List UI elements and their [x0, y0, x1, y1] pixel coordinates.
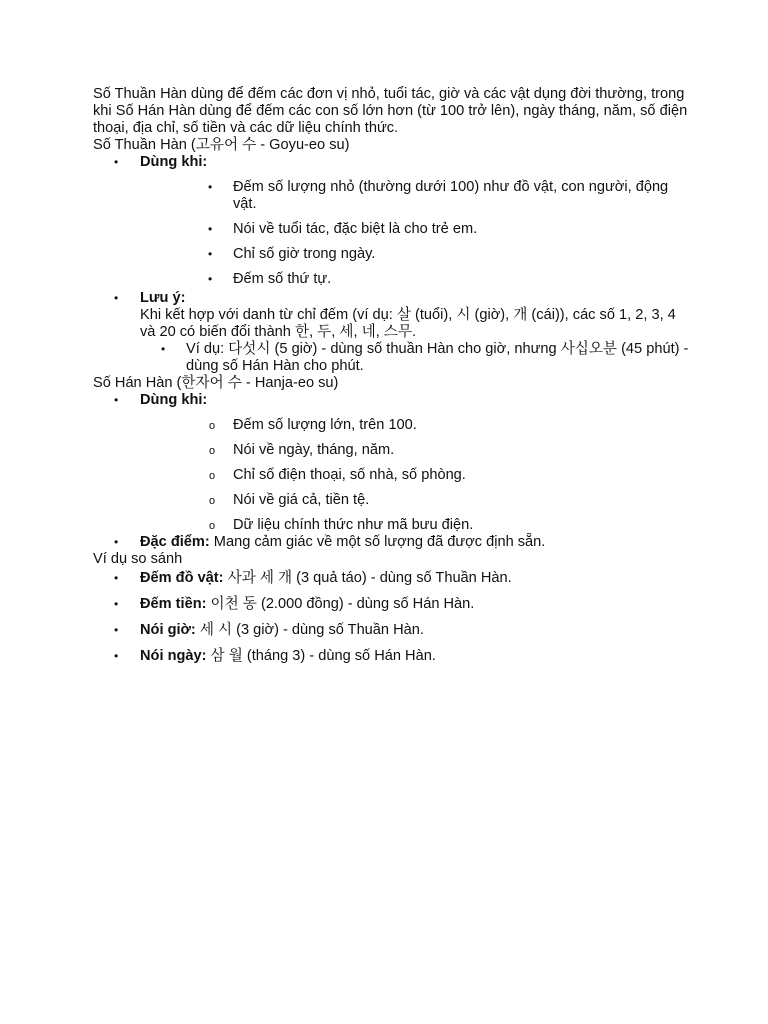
list-item: [140, 492, 693, 509]
compare-item-label: Nói giờ:: [140, 622, 196, 638]
list-item: [140, 246, 693, 263]
list-item: [140, 442, 693, 459]
list-item-text: Chỉ số điện thoại, số nhà, số phòng.: [233, 467, 466, 483]
list-item-text: Dữ liệu chính thức như mã bưu điện.: [233, 517, 474, 533]
compare-item-text: 삼 월 (tháng 3) - dùng số Hán Hàn.: [206, 648, 436, 664]
bullet-icon: •: [114, 535, 119, 549]
compare-item-label: Đếm đồ vật:: [140, 570, 224, 586]
bullet-icon: •: [208, 247, 213, 261]
list-item-text: Ví dụ: 다섯시 (5 giờ) - dùng số thuần Hàn cho giờ, nhưng 사십오분 (45 phút) - dùng số Hán Hàn cho phút.: [186, 341, 689, 374]
bullet-icon: •: [208, 180, 213, 194]
bullet-icon: •: [208, 222, 213, 236]
document-page: [93, 86, 693, 665]
list-item-text: Nói về ngày, tháng, năm.: [233, 442, 395, 458]
sino-use-item: [93, 392, 693, 534]
bullet-icon: •: [114, 597, 119, 611]
sino-heading: Số Hán Hàn (한자어 수 - Hanja-eo su): [93, 375, 339, 391]
native-note-text: Khi kết hợp với danh từ chỉ đếm (ví dụ: 살 (tuổi), 시 (giờ), 개 (cái)), các số 1, 2, 3, 4 và 20 có biến đổi thành 한, 두, 세, 네, 스무.: [140, 307, 676, 340]
list-item: [140, 221, 693, 238]
bullet-icon: •: [114, 623, 119, 637]
sino-use-label: Dùng khi:: [140, 392, 208, 408]
compare-list: [93, 570, 693, 665]
native-note-sublist: [140, 341, 693, 375]
bullet-icon: •: [114, 291, 119, 305]
compare-item-label: Nói ngày:: [140, 648, 207, 664]
list-item: [140, 417, 693, 434]
bullet-icon: •: [208, 272, 213, 286]
circle-bullet-icon: o: [209, 495, 216, 507]
circle-bullet-icon: o: [209, 420, 216, 432]
list-item-text: Nói về tuổi tác, đặc biệt là cho trẻ em.: [233, 221, 478, 237]
native-note-label: Lưu ý:: [140, 290, 186, 306]
list-item-text: Đếm số lượng lớn, trên 100.: [233, 417, 417, 433]
list-item: [140, 341, 693, 375]
native-note-item: [93, 290, 693, 375]
native-use-sublist: [140, 179, 693, 288]
sino-use-sublist: [140, 417, 693, 534]
list-item: [140, 517, 693, 534]
circle-bullet-icon: o: [209, 445, 216, 457]
list-item: [93, 622, 693, 639]
list-item-text: Chỉ số giờ trong ngày.: [233, 246, 376, 262]
compare-item-text: 세 시 (3 giờ) - dùng số Thuần Hàn.: [195, 622, 424, 638]
bullet-icon: •: [161, 342, 166, 356]
sino-feature-item: [93, 534, 693, 551]
list-item-text: Nói về giá cả, tiền tệ.: [233, 492, 370, 508]
bullet-icon: •: [114, 393, 119, 407]
compare-item-label: Đếm tiền:: [140, 596, 207, 612]
sino-list: [93, 392, 693, 551]
sino-feature-label: Đặc điểm:: [140, 534, 210, 550]
compare-item-text: 이천 동 (2.000 đồng) - dùng số Hán Hàn.: [206, 596, 475, 612]
native-heading: Số Thuần Hàn (고유어 수 - Goyu-eo su): [93, 137, 350, 153]
native-list: [93, 154, 693, 375]
compare-item-text: 사과 세 개 (3 quả táo) - dùng số Thuần Hàn.: [223, 570, 512, 586]
sino-feature-text: Mang cảm giác về một số lượng đã được định sẵn.: [209, 534, 546, 550]
list-item: [140, 271, 693, 288]
list-item: [140, 467, 693, 484]
circle-bullet-icon: o: [209, 470, 216, 482]
circle-bullet-icon: o: [209, 520, 216, 532]
native-use-item: [93, 154, 693, 288]
compare-heading: Ví dụ so sánh: [93, 551, 183, 567]
intro-paragraph: Số Thuần Hàn dùng để đếm các đơn vị nhỏ, tuổi tác, giờ và các vật dụng đời thường, trong khi Số Hán Hàn dùng để đếm các con số lớn hơn (từ 100 trở lên), ngày tháng, năm, số điện thoại, địa chỉ, số tiền và các dữ liệu chính thức.: [93, 86, 688, 136]
list-item: [93, 648, 693, 665]
bullet-icon: •: [114, 155, 119, 169]
list-item: [93, 570, 693, 587]
bullet-icon: •: [114, 571, 119, 585]
native-use-label: Dùng khi:: [140, 154, 208, 170]
list-item-text: Đếm số thứ tự.: [233, 271, 332, 287]
list-item-text: Đếm số lượng nhỏ (thường dưới 100) như đồ vật, con người, động vật.: [233, 179, 669, 212]
list-item: [93, 596, 693, 613]
list-item: [140, 179, 693, 213]
bullet-icon: •: [114, 649, 119, 663]
